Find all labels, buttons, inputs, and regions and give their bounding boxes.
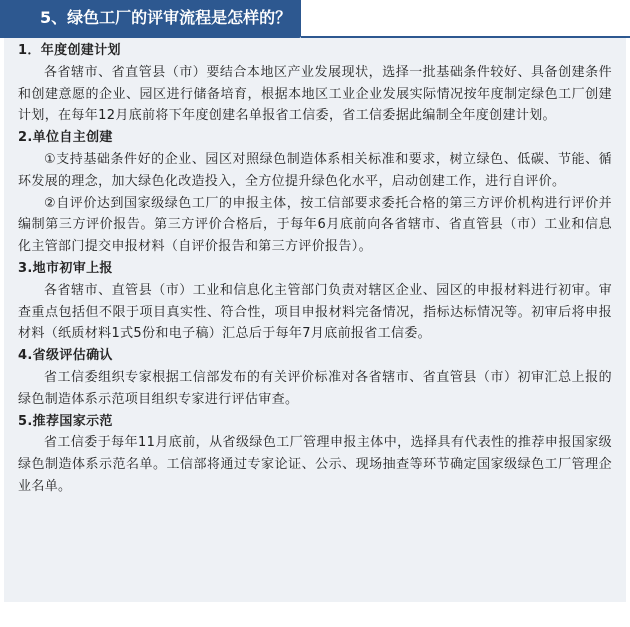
step-4 [18,345,612,410]
step-2-paragraph-2: ②自评价达到国家级绿色工厂的申报主体，按工信部要求委托合格的第三方评价机构进行评价并编制第三方评价报告。第三方评价合格后，于每年6月底前向各省辖市、省直管县（市）工业和信息化主管部门提交申报材料（自评价报告和第三方评价报告）。 [18,195,612,255]
step-5-paragraph: 省工信委于每年11月底前，从省级绿色工厂管理申报主体中，选择具有代表性的推荐申报国家级绿色制造体系示范名单。工信部将通过专家论证、公示、现场抽查等环节确定国家级绿色工厂管理企业名单。 [18,435,612,494]
step-3-title: 3.地市初审上报 [18,260,113,276]
section-heading: 5、绿色工厂的评审流程是怎样的？ [40,8,292,27]
step-5 [18,411,612,498]
step-1-paragraph: 各省辖市、省直管县（市）要结合本地区产业发展现状，选择一批基础条件较好、具备创建条件和创建意愿的企业、园区进行储备培育，根据本地区工业企业发展实际情况按年度制定绿色工厂创建计划，在每年12月底前将下年度创建名单报省工信委，省工信委据此编制全年度创建计划。 [18,64,612,124]
step-2 [18,127,612,258]
content-box [4,38,626,602]
step-2-title: 2.单位自主创建 [18,130,113,146]
step-5-title: 5.推荐国家示范 [18,413,113,429]
step-1-title: 1．年度创建计划 [18,43,121,58]
step-4-title: 4.省级评估确认 [18,348,113,364]
step-3 [18,258,612,345]
section-header [0,0,630,38]
step-2-paragraph-1: ①支持基础条件好的企业、园区对照绿色制造体系相关标准和要求，树立绿色、低碳、节能、循环发展的理念，加大绿色化改造投入，全方位提升绿色化水平，启动创建工作，进行自评价。 [18,151,612,189]
step-1 [18,40,612,127]
step-3-paragraph: 各省辖市、直管县（市）工业和信息化主管部门负责对辖区企业、园区的申报材料进行初审。审查重点包括但不限于项目真实性、符合性，项目申报材料完备情况，指标达标情况等。初审后将申报材料（纸质材料1式5份和电子稿）汇总后于每年7月底前报省工信委。 [18,282,612,342]
step-4-paragraph: 省工信委组织专家根据工信部发布的有关评价标准对各省辖市、省直管县（市）初审汇总上报的绿色制造体系示范项目组织专家进行评估审查。 [18,369,612,407]
